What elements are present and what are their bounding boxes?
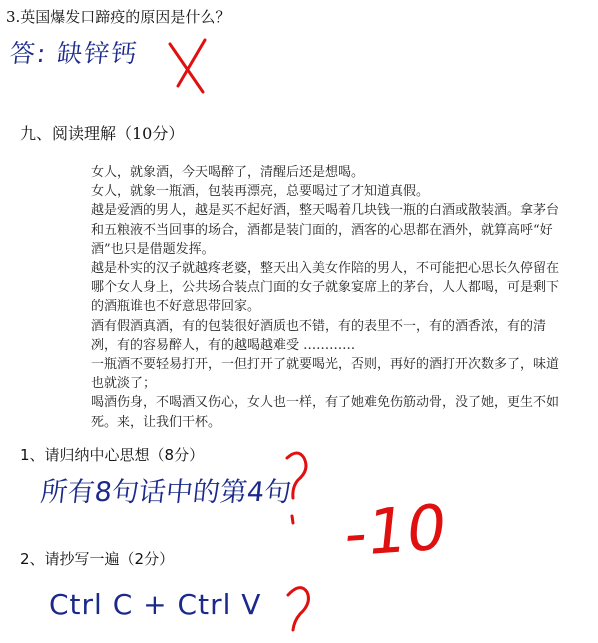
- grade-score-mark: -10: [341, 490, 451, 571]
- passage-paragraph: 女人，就象一瓶酒，包装再漂亮，总要喝过了才知道真假。: [91, 184, 430, 200]
- question-2-handwritten-answer: Ctrl C + Ctrl V: [49, 588, 262, 621]
- passage-paragraph: 喝酒伤身，不喝酒又伤心，女人也一样，有了她难免伤筋动骨，没了她，更生不如死。来，让我们干杯。: [91, 395, 560, 430]
- question-1-handwritten-answer: 所有8句话中的第4句: [39, 477, 293, 508]
- passage-paragraph: 越是朴实的汉子就越疼老婆，整天出入美女作陪的男人，不可能把心思长久停留在哪个女人身上，公共场合装点门面的女子就象宴席上的茅台，人人都喝，可是剩下的酒瓶谁也不好意思带回家。: [91, 261, 560, 315]
- question-1-prompt: 1、请归纳中心思想（8分）: [20, 446, 205, 464]
- question-3-handwritten-answer: 答: 缺锌钙: [8, 39, 140, 68]
- passage-paragraph: 女人，就象酒，今天喝醉了，清醒后还是想喝。: [91, 165, 365, 180]
- question-2-prompt: 2、请抄写一遍（2分）: [20, 550, 175, 568]
- section-title: 九、阅读理解（10分）: [20, 124, 185, 143]
- question-mark: [288, 588, 308, 630]
- passage-paragraph: 一瓶酒不要轻易打开，一但打开了就要喝光，否则，再好的酒打开次数多了，味道也就淡了；: [91, 357, 560, 392]
- passage-paragraph: 越是爱酒的男人，越是买不起好酒，整天喝着几块钱一瓶的白酒或散装酒。拿茅台和五粮液不当回事的场合，酒都是装门面的，酒客的心思都在酒外，就算高呼“好酒”也只是借题发挥。: [91, 203, 560, 257]
- question-3-prompt: 3.英国爆发口蹄疫的原因是什么？: [6, 8, 231, 26]
- question-mark: [287, 453, 306, 523]
- passage-paragraph: 酒有假酒真酒，有的包装很好酒质也不错，有的表里不一，有的酒香浓，有的清冽，有的容易醉人，有的越喝越难受 …………: [91, 318, 547, 353]
- wrong-x-mark: [170, 40, 205, 92]
